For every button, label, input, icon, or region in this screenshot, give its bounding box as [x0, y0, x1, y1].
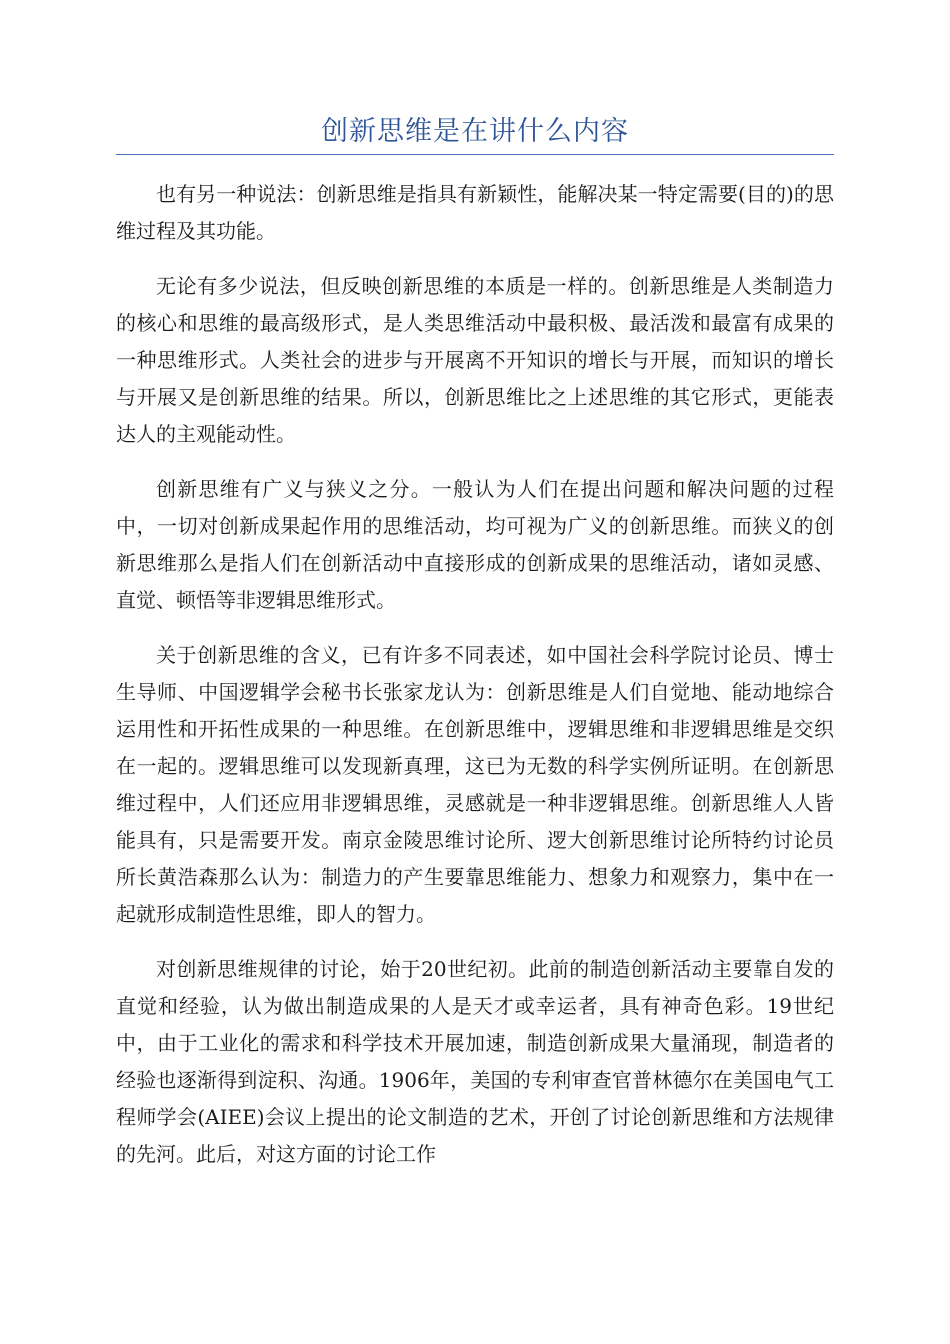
paragraph-2: 无论有多少说法，但反映创新思维的本质是一样的。创新思维是人类制造力的核心和思维的最高级形式，是人类思维活动中最积极、最活泼和最富有成果的一种思维形式。人类社会的进步与开展离不开知识的增长与开展，而知识的增长与开展又是创新思维的结果。所以，创新思维比之上述思维的其它形式，更能表达人的主观能动性。 — [116, 274, 834, 446]
paragraph-5: 对创新思维规律的讨论，始于20世纪初。此前的制造创新活动主要靠自发的直觉和经验，认为做出制造成果的人是天才或幸运者，具有神奇色彩。19世纪中，由于工业化的需求和科学技术开展加速，制造创新成果大量涌现，制造者的经验也逐渐得到淀积、沟通。1906年，美国的专利审查官普林德尔在美国电气工程师学会(AIEE)会议上提出的论文制造的艺术，开创了讨论创新思维和方法规律的先河。此后，对这方面的讨论工作 — [116, 957, 834, 1166]
document-body — [116, 176, 834, 1191]
title-underline — [116, 154, 834, 155]
document-title: 创新思维是在讲什么内容 — [321, 116, 629, 147]
paragraph-4: 关于创新思维的含义，已有许多不同表述，如中国社会科学院讨论员、博士生导师、中国逻辑学会秘书长张家龙认为：创新思维是人们自觉地、能动地综合运用性和开拓性成果的一种思维。在创新思维中，逻辑思维和非逻辑思维是交织在一起的。逻辑思维可以发现新真理，这已为无数的科学实例所证明。在创新思维过程中，人们还应用非逻辑思维，灵感就是一种非逻辑思维。创新思维人人皆能具有，只是需要开发。南京金陵思维讨论所、逻大创新思维讨论所特约讨论员所长黄浩森那么认为：制造力的产生要靠思维能力、想象力和观察力，集中在一起就形成制造性思维，即人的智力。 — [116, 643, 834, 926]
paragraph-1: 也有另一种说法：创新思维是指具有新颖性，能解决某一特定需要(目的)的思维过程及其功能。 — [116, 182, 834, 243]
paragraph-3: 创新思维有广义与狭义之分。一般认为人们在提出问题和解决问题的过程中，一切对创新成果起作用的思维活动，均可视为广义的创新思维。而狭义的创新思维那么是指人们在创新活动中直接形成的创新成果的思维活动，诸如灵感、直觉、顿悟等非逻辑思维形式。 — [116, 477, 834, 612]
